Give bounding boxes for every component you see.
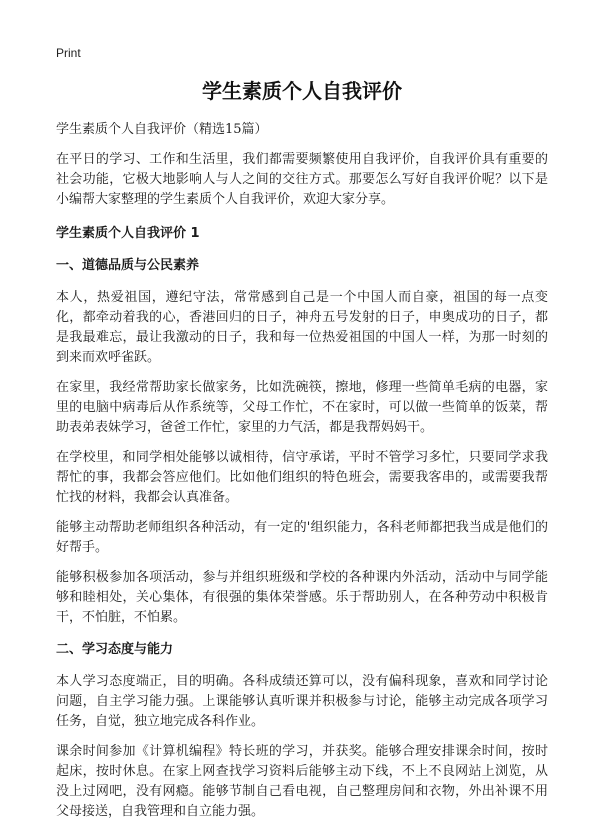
document-page	[56, 78, 548, 832]
paragraph: 在学校里，和同学相处能够以诚相待，信守承诺，平时不管学习多忙，只要同学求我帮忙的事，我都会答应他们。比如他们组织的特色班会，需要我客串的，或需要我帮忙找的材料，我都会认真准备。	[56, 450, 548, 505]
intro-paragraph: 在平日的学习、工作和生活里，我们都需要频繁使用自我评价，自我评价具有重要的社会功能，它极大地影响人与人之间的交往方式。那要怎么写好自我评价呢？以下是小编帮大家整理的学生素质个人自我评价，欢迎大家分享。	[56, 152, 548, 207]
paragraph: 本人学习态度端正，目的明确。各科成绩还算可以，没有偏科现象，喜欢和同学讨论问题，自主学习能力强。上课能够认真听课并积极参与讨论，能够主动完成各项学习任务，自觉，独立地完成各科作业。	[56, 674, 548, 729]
paragraph: 能够积极参加各项活动，参与并组织班级和学校的各种课内外活动，活动中与同学能够和睦相处，关心集体，有很强的集体荣誉感。乐于帮助别人，在各种劳动中积极肯干，不怕脏，不怕累。	[56, 570, 548, 625]
section-heading-moral: 一、道德品质与公民素养	[56, 258, 200, 273]
paragraph: 能够主动帮助老师组织各种活动，有一定的'组织能力，各科老师都把我当成是他们的好帮手。	[56, 520, 548, 555]
essay-heading: 学生素质个人自我评价 1	[56, 226, 200, 241]
paragraph: 在家里，我经常帮助家长做家务，比如洗碗筷，擦地，修理一些简单毛病的电器，家里的电脑中病毒后从作系统等，父母工作忙，不在家时，可以做一些简单的饭菜，帮助表弟表妹学习，爸爸工作忙，家里的力气活，都是我帮妈妈干。	[56, 380, 548, 435]
paragraph: 本人，热爱祖国，遵纪守法，常常感到自己是一个中国人而自豪，祖国的每一点变化，都牵动着我的心，香港回归的日子，神舟五号发射的日子，申奥成功的日子，都是我最难忘，最让我激动的日子，我和每一位热爱祖国的中国人一样，为那一时刻的到来而欢呼雀跃。	[56, 290, 548, 365]
print-link[interactable]: Print	[56, 46, 81, 60]
document-title: 学生素质个人自我评价	[202, 79, 402, 103]
document-subtitle: 学生素质个人自我评价（精选15篇）	[56, 122, 268, 137]
section-heading-study: 二、学习态度与能力	[56, 642, 174, 657]
paragraph: 课余时间参加《计算机编程》特长班的学习，并获奖。能够合理安排课余时间，按时起床，按时休息。在家上网查找学习资料后能够主动下线，不上不良网站上浏览，从没上过网吧，没有网瘾。能够节制自己看电视，自己整理房间和衣物，外出补课不用父母接送，自我管理和自立能力强。	[56, 744, 548, 819]
